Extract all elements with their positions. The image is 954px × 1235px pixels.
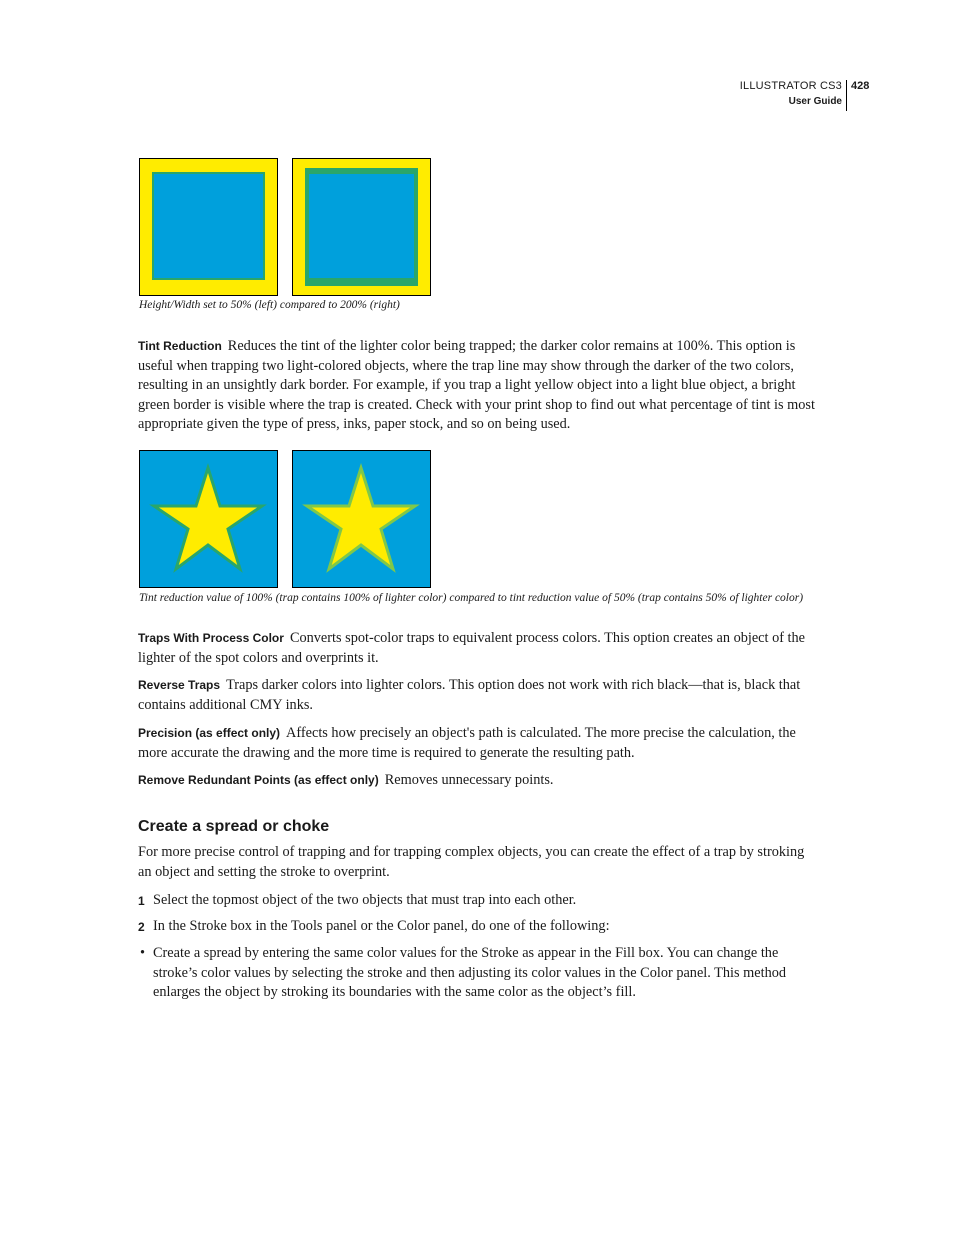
square-left-fill — [154, 174, 263, 278]
option-term: Reverse Traps — [138, 678, 221, 692]
option-remove-redundant-points — [138, 771, 818, 791]
section-intro: For more precise control of trapping and for trapping complex objects, you can create the effect of a trap by stroking an object and setting the stroke to overprint. — [138, 844, 805, 880]
option-term: Tint Reduction — [138, 339, 222, 353]
step-number: 1 — [138, 894, 145, 908]
figure-caption-stars: Tint reduction value of 100% (trap contains 100% of lighter color) compared to tint reduction value of 50% (trap contains 50% of lighter color) — [139, 592, 804, 604]
option-text: Converts spot-color traps to equivalent process colors. This option creates an object of the lighter of the spot colors and overprints it. — [138, 630, 806, 666]
bullet-text: Create a spread by entering the same color values for the Stroke as appear in the Fill box. You can change the stroke’s color values by selecting the stroke and then adjusting its color values in the Color panel. This method enlarges the object by stroking its boundaries with the same color as the object’s fill. — [153, 945, 787, 1000]
option-tint-reduction — [138, 337, 818, 435]
square-right-fill — [309, 174, 414, 278]
bullet-marker: • — [140, 945, 146, 961]
option-text: Removes unnecessary points. — [384, 772, 554, 788]
option-text: Reduces the tint of the lighter color being trapped; the darker color remains at 100%. This option is useful when trapping two light-colored objects, where the trap line may show through the darker of the two colors, resulting in an unsightly dark border. For example, if you trap a light yellow object into a light blue object, a bright green border is visible where the trap is created. Check with your print shop to find out what percentage of tint is most appropriate given the type of press, inks, paper stock, and so on being used. — [138, 338, 815, 432]
squares-illustration — [139, 158, 432, 296]
step-number: 2 — [138, 920, 145, 934]
figure-squares — [139, 158, 432, 296]
step-text: In the Stroke box in the Tools panel or the Color panel, do one of the following: — [153, 918, 610, 934]
option-text: Affects how precisely an object's path is calculated. The more precise the calculation, the more accurate the drawing and the more time is required to generate the resulting path. — [138, 725, 796, 761]
page-number: 428 — [851, 80, 870, 92]
option-reverse-traps — [138, 676, 818, 715]
running-header-subtitle: User Guide — [788, 96, 842, 107]
figure-stars — [139, 450, 432, 588]
option-term: Remove Redundant Points (as effect only) — [138, 773, 379, 787]
option-text: Traps darker colors into lighter colors. This option does not work with rich black—that is, black that contains additional CMY inks. — [138, 677, 801, 713]
option-term: Precision (as effect only) — [138, 726, 281, 740]
figure-caption-squares: Height/Width set to 50% (left) compared to 200% (right) — [139, 299, 400, 311]
step-text: Select the topmost object of the two objects that must trap into each other. — [153, 892, 577, 908]
option-precision — [138, 724, 818, 763]
section-heading: Create a spread or choke — [138, 818, 330, 835]
stars-illustration — [139, 450, 432, 588]
option-term: Traps With Process Color — [138, 631, 284, 645]
running-header-title: ILLUSTRATOR CS3 — [739, 80, 842, 92]
option-traps-with-process-color — [138, 629, 818, 668]
header-divider — [846, 80, 847, 111]
